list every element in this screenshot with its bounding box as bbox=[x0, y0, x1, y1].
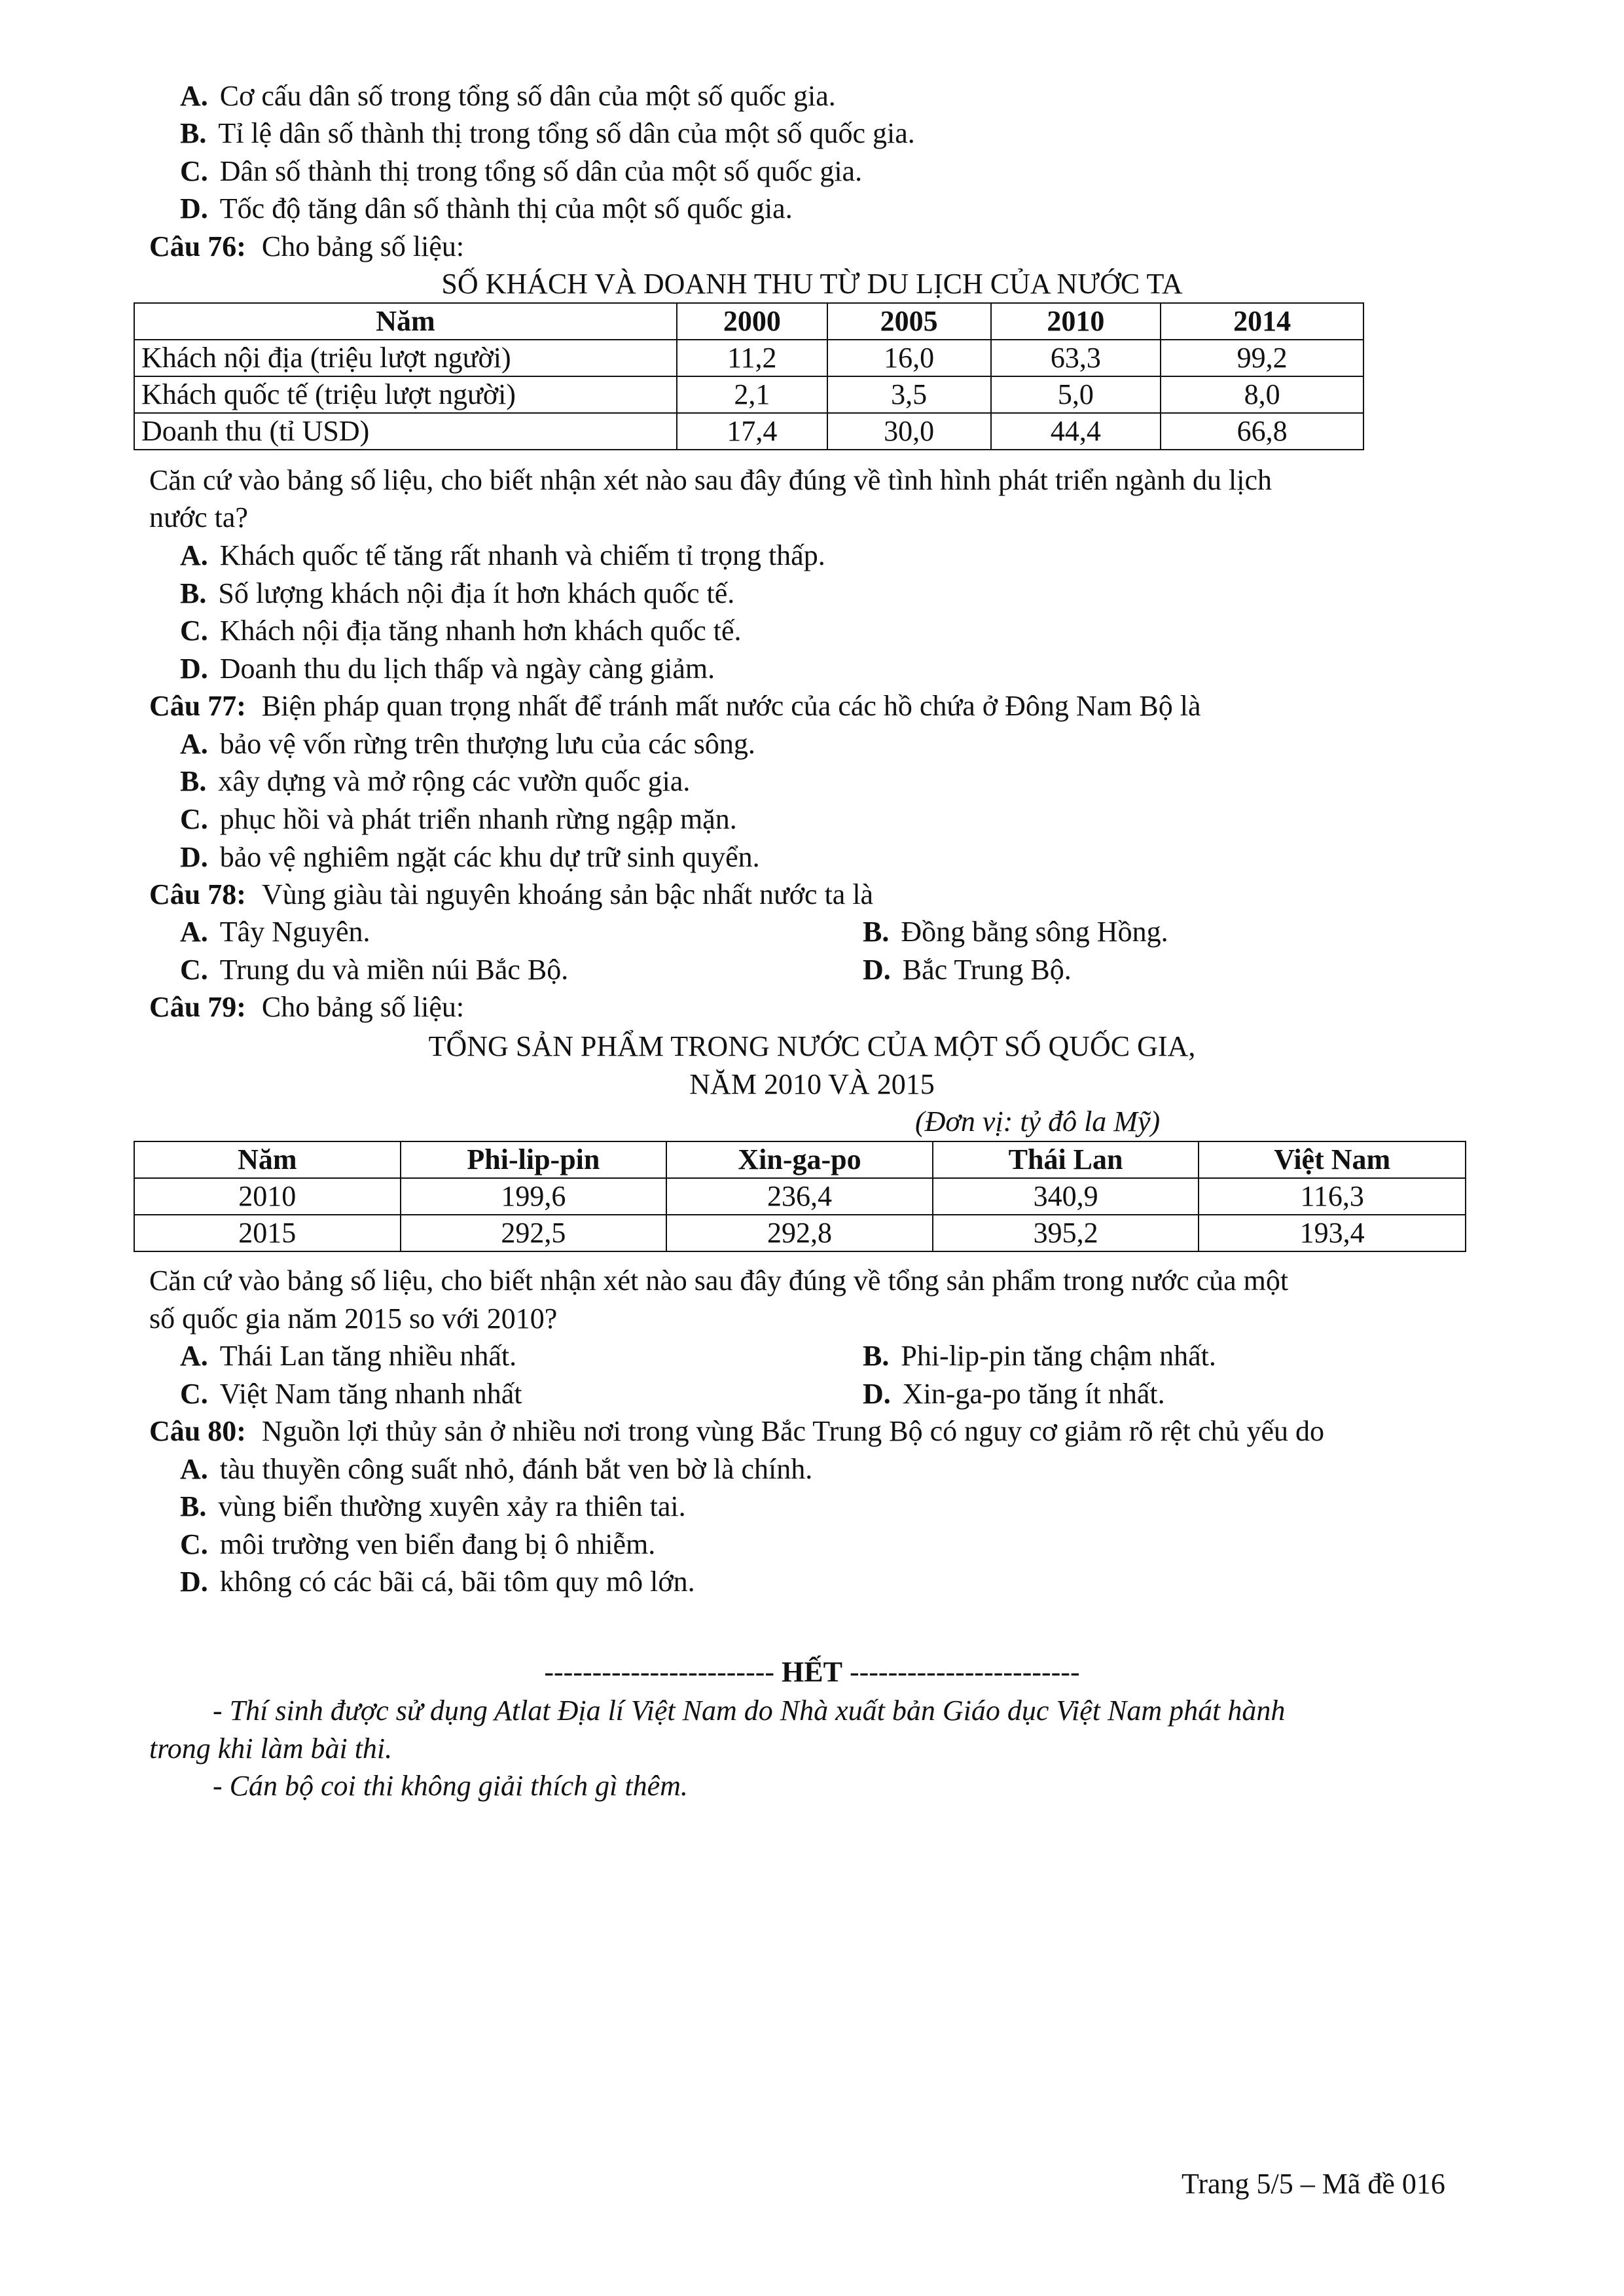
option-text: Việt Nam tăng nhanh nhất bbox=[219, 1378, 522, 1410]
option-text: vùng biển thường xuyên xảy ra thiên tai. bbox=[218, 1490, 686, 1522]
option-text: Khách quốc tế tăng rất nhanh và chiếm tỉ trọng thấp. bbox=[219, 539, 825, 571]
table-header-row bbox=[134, 303, 1363, 340]
option-letter: A. bbox=[180, 1453, 208, 1485]
question-label: Câu 76: bbox=[149, 230, 246, 262]
question-label: Câu 78: bbox=[149, 878, 246, 910]
option-text: xây dựng và mở rộng các vườn quốc gia. bbox=[218, 765, 691, 797]
table-row bbox=[134, 1178, 1466, 1215]
page-footer: Trang 5/5 – Mã đề 016 bbox=[1182, 2168, 1445, 2200]
q79-table-title: TỔNG SẢN PHẨM TRONG NƯỚC CỦA MỘT SỐ QUỐC GIA, bbox=[428, 1030, 1196, 1062]
row-label: Khách quốc tế (triệu lượt người) bbox=[134, 376, 677, 413]
table-cell: 30,0 bbox=[827, 413, 991, 450]
option-text: không có các bãi cá, bãi tôm quy mô lớn. bbox=[219, 1566, 695, 1598]
q76-option-a bbox=[180, 537, 825, 574]
option-letter: B. bbox=[180, 117, 207, 149]
option-letter: B. bbox=[863, 916, 890, 948]
option-letter: A. bbox=[180, 728, 208, 760]
table-cell: 16,0 bbox=[827, 340, 991, 376]
option-text: Dân số thành thị trong tổng số dân của một số quốc gia. bbox=[219, 155, 863, 187]
table-header-cell: Năm bbox=[134, 1141, 401, 1178]
option-letter: D. bbox=[180, 1566, 208, 1598]
option-text: Tây Nguyên. bbox=[219, 916, 370, 948]
option-letter: C. bbox=[180, 615, 208, 647]
table-header-cell: 2014 bbox=[1161, 303, 1363, 340]
table-cell: 193,4 bbox=[1199, 1215, 1466, 1251]
prev-option-c bbox=[180, 152, 862, 190]
question-stem: Cho bảng số liệu: bbox=[261, 991, 465, 1023]
table-cell: 2,1 bbox=[677, 376, 827, 413]
option-letter: D. bbox=[180, 192, 208, 224]
q76-option-b bbox=[180, 575, 734, 612]
table-row bbox=[134, 376, 1363, 413]
question-stem: Biện pháp quan trọng nhất để tránh mất nước của các hồ chứa ở Đông Nam Bộ là bbox=[261, 690, 1201, 722]
q79-option-a bbox=[180, 1337, 516, 1374]
q76-data-table bbox=[134, 302, 1364, 450]
q78-stem bbox=[149, 876, 873, 913]
option-text: Cơ cấu dân số trong tổng số dân của một số quốc gia. bbox=[219, 80, 836, 112]
question-label: Câu 77: bbox=[149, 690, 246, 722]
table-cell: 116,3 bbox=[1199, 1178, 1466, 1215]
option-letter: D. bbox=[863, 1378, 891, 1410]
q79-stem bbox=[149, 988, 464, 1026]
option-text: tàu thuyền công suất nhỏ, đánh bắt ven bờ là chính. bbox=[219, 1453, 813, 1485]
option-text: Đồng bằng sông Hồng. bbox=[901, 916, 1168, 948]
q79-table-title-line2: NĂM 2010 VÀ 2015 bbox=[689, 1068, 935, 1100]
table-row bbox=[134, 340, 1363, 376]
end-dashes-right: ------------------------ bbox=[849, 1656, 1080, 1688]
q77-option-a bbox=[180, 725, 755, 762]
end-dashes-left: ------------------------ bbox=[544, 1656, 775, 1688]
option-letter: A. bbox=[180, 1340, 208, 1372]
table-cell: 292,8 bbox=[666, 1215, 933, 1251]
option-text: Số lượng khách nội địa ít hơn khách quốc tế. bbox=[218, 577, 735, 609]
option-letter: A. bbox=[180, 916, 208, 948]
option-text: Thái Lan tăng nhiều nhất. bbox=[219, 1340, 517, 1372]
table-cell: 199,6 bbox=[401, 1178, 667, 1215]
option-text: Trung du và miền núi Bắc Bộ. bbox=[219, 954, 569, 986]
q80-option-a bbox=[180, 1450, 812, 1488]
row-label: Khách nội địa (triệu lượt người) bbox=[134, 340, 677, 376]
row-label: Doanh thu (tỉ USD) bbox=[134, 413, 677, 450]
q77-option-c bbox=[180, 800, 737, 838]
option-text: bảo vệ vốn rừng trên thượng lưu của các sông. bbox=[219, 728, 755, 760]
end-note-1-cont: trong khi làm bài thi. bbox=[149, 1732, 393, 1765]
q76-option-c bbox=[180, 612, 742, 649]
option-letter: A. bbox=[180, 80, 208, 112]
table-cell: 236,4 bbox=[666, 1178, 933, 1215]
q79-option-b bbox=[863, 1337, 1216, 1374]
table-cell: 11,2 bbox=[677, 340, 827, 376]
option-text: Bắc Trung Bộ. bbox=[902, 954, 1072, 986]
option-letter: C. bbox=[180, 155, 208, 187]
table-header-cell: 2010 bbox=[991, 303, 1161, 340]
option-letter: D. bbox=[180, 841, 208, 873]
prev-option-b bbox=[180, 115, 915, 152]
q79-question-cont: số quốc gia năm 2015 so với 2010? bbox=[149, 1302, 558, 1335]
option-text: Tỉ lệ dân số thành thị trong tổng số dân của một số quốc gia. bbox=[218, 117, 915, 149]
table-header-cell: Năm bbox=[134, 303, 677, 340]
table-header-row bbox=[134, 1141, 1466, 1178]
table-cell: 8,0 bbox=[1161, 376, 1363, 413]
end-note-2: - Cán bộ coi thi không giải thích gì thêm. bbox=[213, 1770, 688, 1802]
q80-stem bbox=[149, 1412, 1324, 1450]
option-text: bảo vệ nghiêm ngặt các khu dự trữ sinh quyển. bbox=[219, 841, 760, 873]
option-text: Tốc độ tăng dân số thành thị của một số quốc gia. bbox=[219, 192, 793, 224]
option-letter: B. bbox=[863, 1340, 890, 1372]
table-cell: 5,0 bbox=[991, 376, 1161, 413]
option-letter: C. bbox=[180, 954, 208, 986]
question-stem: Nguồn lợi thủy sản ở nhiều nơi trong vùng Bắc Trung Bộ có nguy cơ giảm rõ rệt chủ yếu do bbox=[261, 1415, 1325, 1447]
table-cell: 44,4 bbox=[991, 413, 1161, 450]
q78-option-a bbox=[180, 913, 370, 950]
option-text: Phi-lip-pin tăng chậm nhất. bbox=[901, 1340, 1216, 1372]
question-label: Câu 80: bbox=[149, 1415, 246, 1447]
option-letter: C. bbox=[180, 1378, 208, 1410]
table-cell: 17,4 bbox=[677, 413, 827, 450]
prev-option-d bbox=[180, 190, 793, 227]
end-note-1: - Thí sinh được sử dụng Atlat Địa lí Việt Nam do Nhà xuất bản Giáo dục Việt Nam phát hành bbox=[213, 1695, 1286, 1727]
q76-option-d bbox=[180, 650, 715, 687]
table-cell: 66,8 bbox=[1161, 413, 1363, 450]
row-label: 2010 bbox=[134, 1178, 401, 1215]
q76-table-title: SỐ KHÁCH VÀ DOANH THU TỪ DU LỊCH CỦA NƯỚC TA bbox=[441, 268, 1183, 300]
q79-question: Căn cứ vào bảng số liệu, cho biết nhận xét nào sau đây đúng về tổng sản phẩm trong nước của một bbox=[149, 1265, 1289, 1297]
q77-option-d bbox=[180, 838, 760, 876]
table-row bbox=[134, 413, 1363, 450]
table-row bbox=[134, 1215, 1466, 1251]
q76-question: Căn cứ vào bảng số liệu, cho biết nhận xét nào sau đây đúng về tình hình phát triển ngành du lịch bbox=[149, 464, 1272, 496]
table-cell: 3,5 bbox=[827, 376, 991, 413]
q77-stem bbox=[149, 687, 1200, 725]
option-text: môi trường ven biển đang bị ô nhiễm. bbox=[219, 1528, 656, 1560]
table-header-cell: 2005 bbox=[827, 303, 991, 340]
question-label: Câu 79: bbox=[149, 991, 246, 1023]
table-cell: 395,2 bbox=[933, 1215, 1199, 1251]
prev-option-a bbox=[180, 77, 836, 115]
table-cell: 340,9 bbox=[933, 1178, 1199, 1215]
option-letter: A. bbox=[180, 539, 208, 571]
option-letter: B. bbox=[180, 1490, 207, 1522]
q79-option-d bbox=[863, 1375, 1165, 1412]
option-letter: C. bbox=[180, 803, 208, 835]
option-letter: D. bbox=[863, 954, 891, 986]
end-word: HẾT bbox=[782, 1656, 842, 1688]
row-label: 2015 bbox=[134, 1215, 401, 1251]
question-stem: Cho bảng số liệu: bbox=[261, 230, 465, 262]
table-header-cell: Phi-lip-pin bbox=[401, 1141, 667, 1178]
option-letter: C. bbox=[180, 1528, 208, 1560]
q77-option-b bbox=[180, 762, 690, 800]
table-header-cell: 2000 bbox=[677, 303, 827, 340]
q79-option-c bbox=[180, 1375, 522, 1412]
q76-question-cont: nước ta? bbox=[149, 501, 248, 533]
q78-option-b bbox=[863, 913, 1168, 950]
q80-option-d bbox=[180, 1563, 695, 1600]
q79-data-table bbox=[134, 1141, 1466, 1252]
table-header-cell: Việt Nam bbox=[1199, 1141, 1466, 1178]
table-cell: 63,3 bbox=[991, 340, 1161, 376]
q80-option-b bbox=[180, 1488, 686, 1525]
q79-unit-note: (Đơn vị: tỷ đô la Mỹ) bbox=[915, 1105, 1161, 1138]
end-marker bbox=[0, 1653, 1624, 1691]
q78-option-d bbox=[863, 951, 1072, 988]
option-text: phục hồi và phát triển nhanh rừng ngập mặn. bbox=[219, 803, 737, 835]
q76-stem bbox=[149, 228, 464, 265]
option-text: Doanh thu du lịch thấp và ngày càng giảm. bbox=[219, 653, 715, 685]
option-letter: B. bbox=[180, 577, 207, 609]
question-stem: Vùng giàu tài nguyên khoáng sản bậc nhất nước ta là bbox=[261, 878, 874, 910]
table-header-cell: Xin-ga-po bbox=[666, 1141, 933, 1178]
option-letter: B. bbox=[180, 765, 207, 797]
q80-option-c bbox=[180, 1526, 655, 1563]
table-header-cell: Thái Lan bbox=[933, 1141, 1199, 1178]
table-cell: 99,2 bbox=[1161, 340, 1363, 376]
option-letter: D. bbox=[180, 653, 208, 685]
table-cell: 292,5 bbox=[401, 1215, 667, 1251]
option-text: Khách nội địa tăng nhanh hơn khách quốc tế. bbox=[219, 615, 742, 647]
q78-option-c bbox=[180, 951, 568, 988]
option-text: Xin-ga-po tăng ít nhất. bbox=[902, 1378, 1165, 1410]
